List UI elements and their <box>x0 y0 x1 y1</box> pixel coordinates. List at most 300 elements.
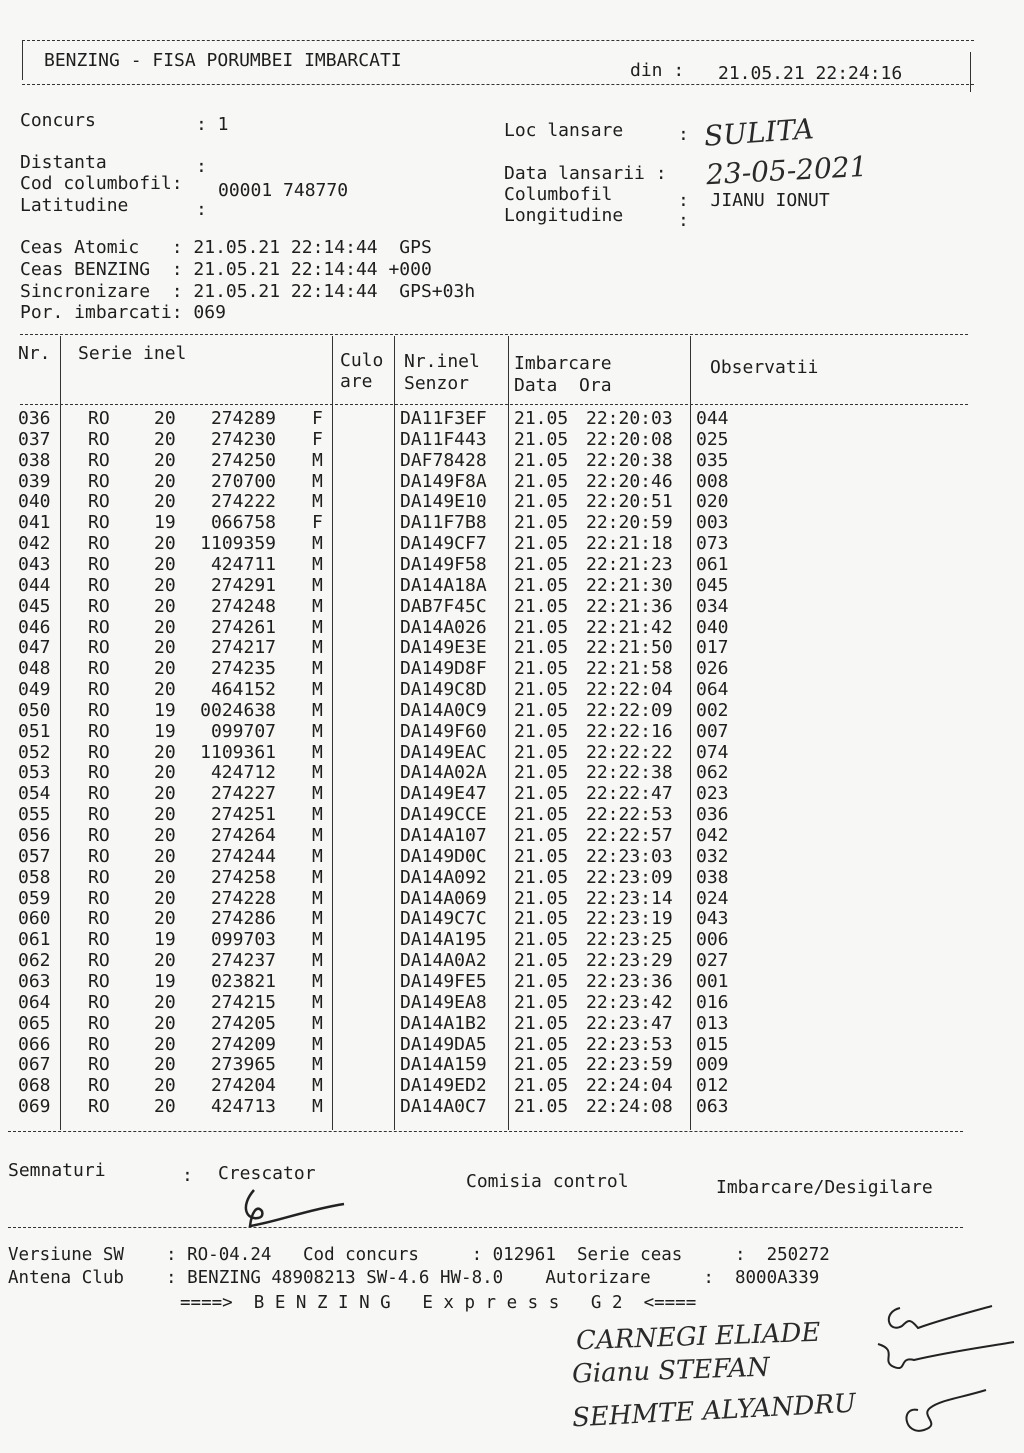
col-nr-header: Nr. <box>18 343 51 364</box>
row-date: 21.05 <box>514 991 569 1013</box>
row-ring-number: 099703 <box>210 929 276 951</box>
row-nr: 036 <box>18 408 51 429</box>
row-sex: M <box>312 825 323 846</box>
row-nr: 069 <box>18 1096 51 1118</box>
row-sensor: DA149C8D <box>400 679 487 701</box>
cod-columbofil-value: 00001 748770 <box>218 180 349 201</box>
row-sex: M <box>312 1075 323 1097</box>
row-nr: 045 <box>18 595 51 617</box>
row-observatii: 034 <box>696 595 729 617</box>
table-bottom-border <box>8 1131 963 1132</box>
header-left-border <box>22 40 23 80</box>
row-observatii: 073 <box>696 533 729 555</box>
row-time: 22:23:47 <box>586 1012 673 1034</box>
row-sex: M <box>312 1096 323 1118</box>
row-observatii: 045 <box>696 574 729 596</box>
row-ring-number: 0024638 <box>200 699 276 721</box>
row-time: 22:22:22 <box>586 741 673 763</box>
table-row <box>0 596 1000 617</box>
col-observatii-header: Observatii <box>710 357 819 378</box>
row-country: RO <box>88 741 110 763</box>
table-row <box>0 825 1000 846</box>
row-sensor: DA14A195 <box>400 929 487 951</box>
row-date: 21.05 <box>514 553 569 575</box>
row-date: 21.05 <box>514 970 569 992</box>
loc-lansare-handwritten: SULITA <box>702 112 815 153</box>
row-time: 22:21:23 <box>586 553 673 575</box>
row-sensor: DA14A0C7 <box>400 1096 487 1118</box>
row-sex: M <box>312 845 323 867</box>
col-imbarcare-header-1: Imbarcare <box>514 353 612 374</box>
row-sex: M <box>312 929 323 951</box>
row-country: RO <box>88 845 110 867</box>
row-year: 20 <box>154 1096 176 1118</box>
row-time: 22:22:04 <box>586 679 673 701</box>
header-right-border <box>970 52 971 92</box>
commission-name-1: CARNEGI ELIADE <box>575 1317 821 1357</box>
row-sex: F <box>312 428 323 450</box>
row-year: 20 <box>154 991 176 1013</box>
row-observatii: 015 <box>696 1033 729 1055</box>
row-observatii: 007 <box>696 720 729 742</box>
row-country: RO <box>88 1096 110 1118</box>
row-time: 22:22:47 <box>586 783 673 805</box>
row-country: RO <box>88 1012 110 1034</box>
row-nr: 040 <box>18 491 51 513</box>
row-time: 22:22:38 <box>586 762 673 784</box>
row-observatii: 012 <box>696 1075 729 1097</box>
row-time: 22:24:04 <box>586 1075 673 1097</box>
row-sensor: DA14A026 <box>400 616 487 638</box>
row-ring-number: 274251 <box>210 804 276 826</box>
row-sex: M <box>312 595 323 617</box>
table-row <box>0 617 1000 638</box>
row-nr: 051 <box>18 720 51 742</box>
row-sensor: DA149D0C <box>400 845 487 867</box>
row-sex: M <box>312 783 323 805</box>
data-lansarii-handwritten: 23-05-2021 <box>705 149 869 192</box>
row-year: 20 <box>154 783 176 805</box>
row-time: 22:22:09 <box>586 699 673 721</box>
row-nr: 063 <box>18 970 51 992</box>
row-observatii: 032 <box>696 845 729 867</box>
row-nr: 060 <box>18 908 51 930</box>
row-ring-number: 274237 <box>210 950 276 972</box>
row-time: 22:23:03 <box>586 845 673 867</box>
table-row <box>0 867 1000 888</box>
row-time: 22:23:42 <box>586 991 673 1013</box>
row-year: 20 <box>154 616 176 638</box>
row-observatii: 074 <box>696 741 729 763</box>
row-ring-number: 023821 <box>210 970 276 992</box>
row-sensor: DA14A159 <box>400 1054 487 1076</box>
row-nr: 056 <box>18 825 51 846</box>
row-nr: 038 <box>18 449 51 471</box>
document-title: BENZING - FISA PORUMBEI IMBARCATI <box>44 50 402 71</box>
row-ring-number: 274217 <box>210 637 276 659</box>
footer-line-3: ====> B E N Z I N G E x p r e s s G 2 <==== <box>180 1293 697 1313</box>
comisia-control-label: Comisia control <box>466 1171 629 1192</box>
row-year: 20 <box>154 408 176 429</box>
row-year: 19 <box>154 929 176 951</box>
table-row <box>0 679 1000 700</box>
table-row <box>0 1075 1000 1096</box>
row-sensor: DA14A1B2 <box>400 1012 487 1034</box>
latitudine-value: : <box>196 199 207 220</box>
crescator-signature <box>236 1188 356 1236</box>
row-nr: 044 <box>18 574 51 596</box>
row-nr: 042 <box>18 533 51 555</box>
row-ring-number: 1109361 <box>200 741 276 763</box>
row-sensor: DA149EAC <box>400 741 487 763</box>
row-observatii: 002 <box>696 699 729 721</box>
longitudine-label: Longitudine <box>504 205 624 226</box>
distanta-label: Distanta <box>20 152 107 173</box>
row-ring-number: 274228 <box>210 887 276 909</box>
row-nr: 054 <box>18 783 51 805</box>
row-year: 20 <box>154 1075 176 1097</box>
row-nr: 061 <box>18 929 51 951</box>
crescator-label: Crescator <box>218 1163 316 1184</box>
row-nr: 048 <box>18 658 51 680</box>
row-year: 20 <box>154 887 176 909</box>
row-year: 20 <box>154 491 176 513</box>
row-date: 21.05 <box>514 574 569 596</box>
row-sensor: DA149FE5 <box>400 970 487 992</box>
row-time: 22:23:36 <box>586 970 673 992</box>
row-observatii: 035 <box>696 449 729 471</box>
row-time: 22:21:50 <box>586 637 673 659</box>
row-country: RO <box>88 783 110 805</box>
row-country: RO <box>88 428 110 450</box>
row-nr: 065 <box>18 1012 51 1034</box>
row-sex: M <box>312 679 323 701</box>
col-nrinel-header-2: Senzor <box>404 373 470 394</box>
row-year: 20 <box>154 908 176 930</box>
columbofil-label: Columbofil <box>504 184 613 205</box>
table-row <box>0 742 1000 763</box>
row-date: 21.05 <box>514 679 569 701</box>
row-ring-number: 274286 <box>210 908 276 930</box>
table-row <box>0 700 1000 721</box>
row-observatii: 009 <box>696 1054 729 1076</box>
row-sensor: DA14A02A <box>400 762 487 784</box>
row-nr: 057 <box>18 845 51 867</box>
row-observatii: 023 <box>696 783 729 805</box>
commission-signature-2 <box>868 1340 1018 1380</box>
row-sex: M <box>312 908 323 930</box>
row-sensor: DA149F60 <box>400 720 487 742</box>
row-year: 20 <box>154 1012 176 1034</box>
row-sensor: DAF78428 <box>400 449 487 471</box>
row-observatii: 027 <box>696 950 729 972</box>
row-sex: M <box>312 699 323 721</box>
row-sensor: DA14A18A <box>400 574 487 596</box>
row-country: RO <box>88 762 110 784</box>
columbofil-value: : JIANU IONUT <box>678 190 830 211</box>
row-year: 19 <box>154 720 176 742</box>
row-year: 20 <box>154 1033 176 1055</box>
row-date: 21.05 <box>514 533 569 555</box>
row-country: RO <box>88 408 110 429</box>
row-sensor: DA149CF7 <box>400 533 487 555</box>
row-country: RO <box>88 825 110 846</box>
sincronizare: Sincronizare : 21.05.21 22:14:44 GPS+03h <box>20 281 476 302</box>
row-country: RO <box>88 970 110 992</box>
row-time: 22:22:53 <box>586 804 673 826</box>
row-country: RO <box>88 679 110 701</box>
table-row <box>0 783 1000 804</box>
table-row <box>0 575 1000 596</box>
row-sensor: DA11F443 <box>400 428 487 450</box>
row-date: 21.05 <box>514 741 569 763</box>
row-ring-number: 274215 <box>210 991 276 1013</box>
row-date: 21.05 <box>514 908 569 930</box>
row-country: RO <box>88 470 110 492</box>
report-datetime: 21.05.21 22:24:16 <box>718 63 903 84</box>
row-observatii: 026 <box>696 658 729 680</box>
row-country: RO <box>88 658 110 680</box>
row-ring-number: 274250 <box>210 449 276 471</box>
porumbei-imbarcati: Por. imbarcati: 069 <box>20 302 226 323</box>
row-country: RO <box>88 616 110 638</box>
row-observatii: 008 <box>696 470 729 492</box>
row-year: 20 <box>154 449 176 471</box>
header-top-border <box>22 40 974 41</box>
row-time: 22:20:03 <box>586 408 673 429</box>
row-country: RO <box>88 595 110 617</box>
row-country: RO <box>88 533 110 555</box>
row-year: 20 <box>154 741 176 763</box>
row-nr: 047 <box>18 637 51 659</box>
row-date: 21.05 <box>514 1033 569 1055</box>
table-row <box>0 929 1000 950</box>
row-date: 21.05 <box>514 428 569 450</box>
row-sex: M <box>312 616 323 638</box>
table-row <box>0 637 1000 658</box>
row-observatii: 063 <box>696 1096 729 1118</box>
row-sensor: DA14A107 <box>400 825 487 846</box>
row-time: 22:23:53 <box>586 1033 673 1055</box>
row-sex: M <box>312 887 323 909</box>
ceas-atomic: Ceas Atomic : 21.05.21 22:14:44 GPS <box>20 237 432 258</box>
row-country: RO <box>88 991 110 1013</box>
row-observatii: 013 <box>696 1012 729 1034</box>
row-sensor: DA14A0A2 <box>400 950 487 972</box>
row-country: RO <box>88 720 110 742</box>
row-country: RO <box>88 866 110 888</box>
row-country: RO <box>88 908 110 930</box>
row-country: RO <box>88 449 110 471</box>
row-date: 21.05 <box>514 929 569 951</box>
row-ring-number: 274209 <box>210 1033 276 1055</box>
row-time: 22:23:19 <box>586 908 673 930</box>
row-observatii: 038 <box>696 866 729 888</box>
row-year: 20 <box>154 1054 176 1076</box>
row-date: 21.05 <box>514 637 569 659</box>
row-year: 20 <box>154 553 176 575</box>
row-ring-number: 274291 <box>210 574 276 596</box>
row-sensor: DA149F58 <box>400 553 487 575</box>
row-year: 20 <box>154 470 176 492</box>
table-row <box>0 512 1000 533</box>
table-row <box>0 471 1000 492</box>
row-time: 22:20:46 <box>586 470 673 492</box>
row-time: 22:21:58 <box>586 658 673 680</box>
row-ring-number: 424711 <box>210 553 276 575</box>
row-sex: M <box>312 553 323 575</box>
row-country: RO <box>88 1075 110 1097</box>
row-year: 20 <box>154 428 176 450</box>
row-date: 21.05 <box>514 804 569 826</box>
row-country: RO <box>88 1054 110 1076</box>
table-row <box>0 888 1000 909</box>
row-observatii: 025 <box>696 428 729 450</box>
row-time: 22:22:16 <box>586 720 673 742</box>
row-sex: M <box>312 533 323 555</box>
row-sex: M <box>312 741 323 763</box>
row-observatii: 001 <box>696 970 729 992</box>
table-row <box>0 658 1000 679</box>
table-row <box>0 1054 1000 1075</box>
col-culoare-header-2: are <box>340 371 373 392</box>
row-year: 20 <box>154 804 176 826</box>
row-year: 19 <box>154 699 176 721</box>
row-sex: M <box>312 1012 323 1034</box>
row-date: 21.05 <box>514 950 569 972</box>
row-time: 22:21:30 <box>586 574 673 596</box>
row-country: RO <box>88 1033 110 1055</box>
table-row <box>0 450 1000 471</box>
longitudine-value: : <box>678 210 689 231</box>
row-nr: 064 <box>18 991 51 1013</box>
row-ring-number: 274244 <box>210 845 276 867</box>
row-time: 22:20:51 <box>586 491 673 513</box>
row-date: 21.05 <box>514 449 569 471</box>
row-observatii: 017 <box>696 637 729 659</box>
row-time: 22:21:36 <box>586 595 673 617</box>
row-nr: 066 <box>18 1033 51 1055</box>
row-time: 22:23:09 <box>586 866 673 888</box>
row-sex: M <box>312 491 323 513</box>
table-row <box>0 1096 1000 1117</box>
row-sensor: DA149EA8 <box>400 991 487 1013</box>
col-serie-header: Serie inel <box>78 343 187 364</box>
row-sensor: DA149E10 <box>400 491 487 513</box>
row-country: RO <box>88 950 110 972</box>
row-year: 20 <box>154 866 176 888</box>
row-sex: M <box>312 720 323 742</box>
row-observatii: 042 <box>696 825 729 846</box>
table-row <box>0 1013 1000 1034</box>
row-year: 20 <box>154 637 176 659</box>
table-row <box>0 992 1000 1013</box>
row-nr: 052 <box>18 741 51 763</box>
ceas-benzing: Ceas BENZING : 21.05.21 22:14:44 +000 <box>20 259 432 280</box>
row-ring-number: 1109359 <box>200 533 276 555</box>
row-time: 22:20:38 <box>586 449 673 471</box>
row-sex: M <box>312 866 323 888</box>
table-row <box>0 533 1000 554</box>
table-row <box>0 971 1000 992</box>
loc-lansare-label: Loc lansare <box>504 120 624 141</box>
row-date: 21.05 <box>514 1054 569 1076</box>
row-observatii: 043 <box>696 908 729 930</box>
row-year: 20 <box>154 595 176 617</box>
footer-line-1: Versiune SW : RO-04.24 Cod concurs : 012961 Serie ceas : 250272 <box>8 1245 830 1265</box>
row-nr: 067 <box>18 1054 51 1076</box>
row-year: 20 <box>154 679 176 701</box>
data-lansarii-label: Data lansarii : <box>504 163 667 184</box>
row-sex: M <box>312 970 323 992</box>
row-ring-number: 424713 <box>210 1096 276 1118</box>
row-time: 22:23:25 <box>586 929 673 951</box>
imbarcare-desigilare-label: Imbarcare/Desigilare <box>716 1177 933 1198</box>
row-sensor: DA14A092 <box>400 866 487 888</box>
row-time: 22:21:42 <box>586 616 673 638</box>
semnaturi-colon: : <box>182 1165 193 1186</box>
row-nr: 039 <box>18 470 51 492</box>
row-sensor: DA149E47 <box>400 783 487 805</box>
row-sex: M <box>312 1054 323 1076</box>
row-sensor: DA149D8F <box>400 658 487 680</box>
row-observatii: 064 <box>696 679 729 701</box>
row-time: 22:23:59 <box>586 1054 673 1076</box>
row-ring-number: 424712 <box>210 762 276 784</box>
concurs-value: : 1 <box>196 114 229 135</box>
row-observatii: 040 <box>696 616 729 638</box>
row-country: RO <box>88 637 110 659</box>
cod-columbofil-label: Cod columbofil: <box>20 173 183 194</box>
row-observatii: 044 <box>696 408 729 429</box>
row-year: 20 <box>154 950 176 972</box>
row-ring-number: 274205 <box>210 1012 276 1034</box>
row-date: 21.05 <box>514 616 569 638</box>
row-date: 21.05 <box>514 720 569 742</box>
row-year: 20 <box>154 574 176 596</box>
table-row <box>0 491 1000 512</box>
table-row <box>0 554 1000 575</box>
row-nr: 062 <box>18 950 51 972</box>
row-ring-number: 274289 <box>210 408 276 429</box>
row-observatii: 020 <box>696 491 729 513</box>
row-date: 21.05 <box>514 783 569 805</box>
semnaturi-label: Semnaturi <box>8 1160 106 1181</box>
row-date: 21.05 <box>514 699 569 721</box>
row-nr: 068 <box>18 1075 51 1097</box>
row-ring-number: 274235 <box>210 658 276 680</box>
row-observatii: 006 <box>696 929 729 951</box>
distanta-value: : <box>196 156 207 177</box>
row-date: 21.05 <box>514 658 569 680</box>
row-nr: 046 <box>18 616 51 638</box>
row-ring-number: 274258 <box>210 866 276 888</box>
row-sex: M <box>312 637 323 659</box>
concurs-label: Concurs <box>20 110 96 131</box>
row-observatii: 003 <box>696 512 729 534</box>
row-sensor: DA149ED2 <box>400 1075 487 1097</box>
table-row <box>0 846 1000 867</box>
row-sensor: DA149C7C <box>400 908 487 930</box>
row-date: 21.05 <box>514 470 569 492</box>
row-ring-number: 274264 <box>210 825 276 846</box>
table-row <box>0 429 1000 450</box>
row-date: 21.05 <box>514 1012 569 1034</box>
row-date: 21.05 <box>514 1096 569 1118</box>
row-year: 20 <box>154 825 176 846</box>
row-date: 21.05 <box>514 1075 569 1097</box>
row-sex: M <box>312 449 323 471</box>
